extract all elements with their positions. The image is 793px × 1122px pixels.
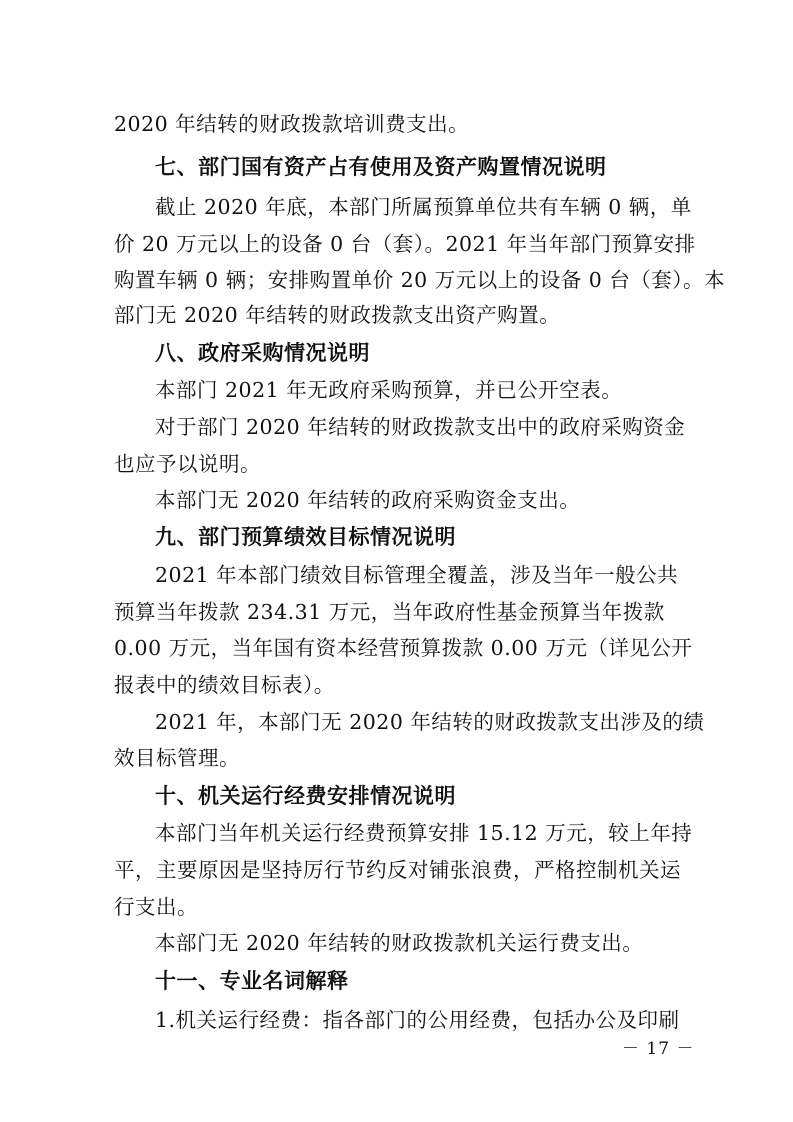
- paragraph-line: 部门无 2020 年结转的财政拨款支出资产购置。: [114, 303, 561, 327]
- paragraph-line: 平，主要原因是坚持厉行节约反对铺张浪费，严格控制机关运: [114, 858, 681, 882]
- section-heading-8: 八、政府采购情况说明: [155, 341, 370, 365]
- paragraph-line: 对于部门 2020 年结转的财政拨款支出中的政府采购资金: [155, 415, 686, 439]
- paragraph-line: 本部门 2021 年无政府采购预算，并已公开空表。: [155, 378, 623, 402]
- section-heading-7: 七、部门国有资产占有使用及资产购置情况说明: [155, 155, 607, 179]
- page-number: － 17 －: [622, 1039, 695, 1059]
- paragraph-line: 2020 年结转的财政拨款培训费支出。: [114, 112, 470, 136]
- paragraph-line: 本部门当年机关运行经费预算安排 15.12 万元，较上年持: [155, 821, 693, 845]
- paragraph-line: 价 20 万元以上的设备 0 台（套）。2021 年当年部门预算安排: [114, 232, 696, 256]
- section-heading-10: 十、机关运行经费安排情况说明: [155, 784, 456, 808]
- paragraph-line: 预算当年拨款 234.31 万元，当年政府性基金预算当年拨款: [114, 600, 665, 624]
- paragraph-line: 报表中的绩效目标表）。: [114, 673, 335, 697]
- paragraph-line: 2021 年本部门绩效目标管理全覆盖，涉及当年一般公共: [155, 563, 679, 587]
- paragraph-line: 购置车辆 0 辆；安排购置单价 20 万元以上的设备 0 台（套）。本: [114, 268, 726, 292]
- paragraph-line: 本部门无 2020 年结转的政府采购资金支出。: [155, 488, 581, 512]
- paragraph-line: 截止 2020 年底，本部门所属预算单位共有车辆 0 辆，单: [155, 195, 692, 219]
- paragraph-line: 本部门无 2020 年结转的财政拨款机关运行费支出。: [155, 931, 644, 955]
- section-heading-9: 九、部门预算绩效目标情况说明: [155, 525, 456, 549]
- paragraph-line: 效目标管理。: [114, 746, 240, 770]
- paragraph-line: 行支出。: [114, 895, 198, 919]
- paragraph-line: 也应予以说明。: [114, 452, 261, 476]
- paragraph-line: 2021 年，本部门无 2020 年结转的财政拨款支出涉及的绩: [155, 710, 705, 734]
- paragraph-line: 1.机关运行经费：指各部门的公用经费，包括办公及印刷: [155, 1008, 680, 1032]
- section-heading-11: 十一、专业名词解释: [155, 969, 349, 993]
- paragraph-line: 0.00 万元，当年国有资本经营预算拨款 0.00 万元（详见公开: [114, 636, 693, 660]
